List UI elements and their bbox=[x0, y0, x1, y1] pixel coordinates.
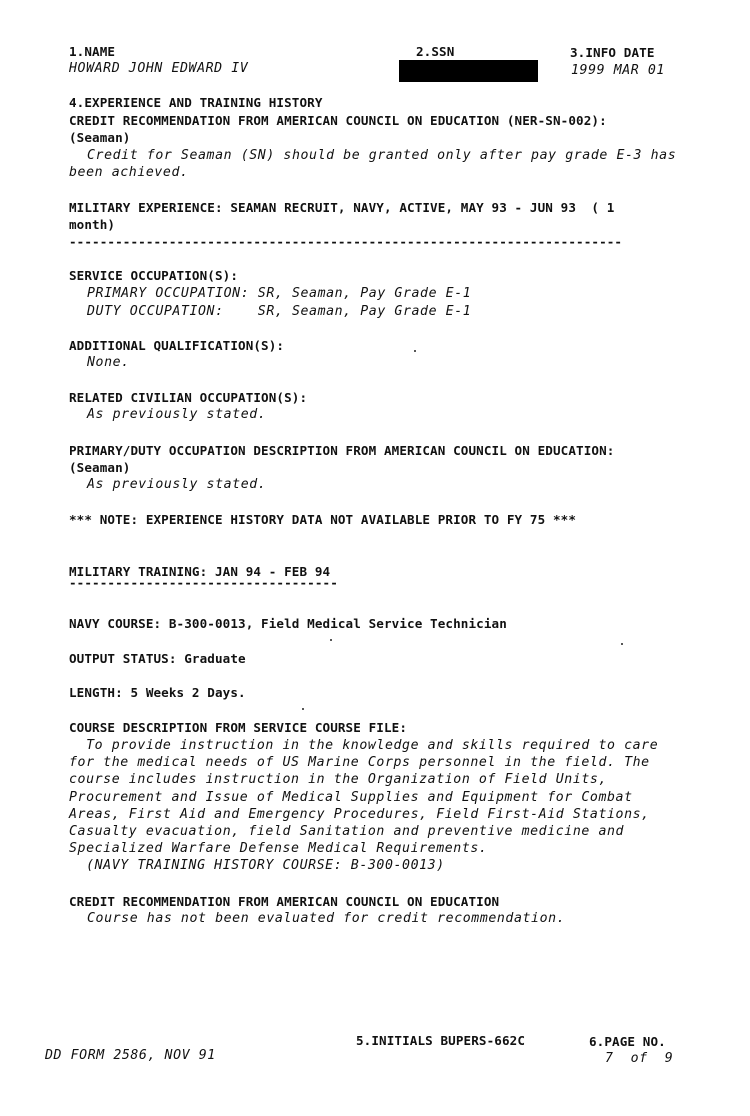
stray-dot-mark bbox=[621, 643, 623, 645]
military-experience-line2: month) bbox=[69, 217, 116, 232]
initials-label: 5.INITIALS BUPERS-662C bbox=[356, 1033, 526, 1048]
page-number-value: 7 of 9 bbox=[605, 1051, 674, 1066]
course-description-line: Specialized Warfare Defense Medical Requirements. bbox=[69, 841, 488, 856]
course-description-line: Procurement and Issue of Medical Supplies and Equipment for Combat bbox=[69, 790, 633, 805]
additional-qualifications-heading: ADDITIONAL QUALIFICATION(S): bbox=[69, 338, 285, 353]
course-length: LENGTH: 5 Weeks 2 Days. bbox=[69, 685, 246, 700]
name-label: 1.NAME bbox=[69, 44, 116, 59]
stray-dot-mark bbox=[302, 708, 304, 710]
credit-heading-line1: CREDIT RECOMMENDATION FROM AMERICAN COUNCIL ON EDUCATION (NER-SN-002): bbox=[69, 113, 607, 128]
info-date-label: 3.INFO DATE bbox=[570, 45, 655, 60]
course-description-heading: COURSE DESCRIPTION FROM SERVICE COURSE FILE: bbox=[69, 720, 408, 735]
page-number-label: 6.PAGE NO. bbox=[589, 1034, 666, 1049]
primary-occupation: PRIMARY OCCUPATION: SR, Seaman, Pay Grade E-1 bbox=[87, 286, 472, 301]
course-description-line: (NAVY TRAINING HISTORY COURSE: B-300-0013) bbox=[69, 858, 445, 873]
stray-dot-mark bbox=[330, 639, 332, 641]
section-heading: 4.EXPERIENCE AND TRAINING HISTORY bbox=[69, 95, 323, 110]
related-civilian-value: As previously stated. bbox=[87, 407, 267, 422]
stray-dot-mark bbox=[414, 350, 416, 352]
credit-heading-line2: (Seaman) bbox=[69, 130, 131, 145]
credit-text-line1: Credit for Seaman (SN) should be granted only after pay grade E-3 has bbox=[87, 148, 677, 163]
service-occupation-heading: SERVICE OCCUPATION(S): bbox=[69, 268, 239, 283]
credit-text-line2: been achieved. bbox=[69, 165, 189, 180]
form-identifier: DD FORM 2586, NOV 91 bbox=[45, 1048, 216, 1063]
course-description-line: Casualty evacuation, field Sanitation and preventive medicine and bbox=[69, 824, 625, 839]
ssn-redaction-block bbox=[399, 60, 538, 82]
military-training-heading: MILITARY TRAINING: JAN 94 - FEB 94 bbox=[69, 564, 331, 579]
experience-note: *** NOTE: EXPERIENCE HISTORY DATA NOT AVAILABLE PRIOR TO FY 75 *** bbox=[69, 512, 577, 527]
primary-duty-value: As previously stated. bbox=[87, 477, 267, 492]
course-credit-value: Course has not been evaluated for credit recommendation. bbox=[87, 911, 566, 926]
ssn-label: 2.SSN bbox=[416, 44, 455, 59]
separator-line: ------------------------------------------------------------------------ bbox=[69, 234, 623, 249]
course-description-line: course includes instruction in the Organization of Field Units, bbox=[69, 772, 607, 787]
info-date-value: 1999 MAR 01 bbox=[571, 63, 665, 78]
course-description-line: for the medical needs of US Marine Corps personnel in the field. The bbox=[69, 755, 650, 770]
name-value: HOWARD JOHN EDWARD IV bbox=[69, 61, 249, 76]
related-civilian-heading: RELATED CIVILIAN OCCUPATION(S): bbox=[69, 390, 308, 405]
duty-occupation: DUTY OCCUPATION: SR, Seaman, Pay Grade E-1 bbox=[87, 304, 472, 319]
military-experience-line1: MILITARY EXPERIENCE: SEAMAN RECRUIT, NAVY, ACTIVE, MAY 93 - JUN 93 ( 1 bbox=[69, 200, 615, 215]
output-status: OUTPUT STATUS: Graduate bbox=[69, 651, 246, 666]
primary-duty-heading-line2: (Seaman) bbox=[69, 460, 131, 475]
primary-duty-heading-line1: PRIMARY/DUTY OCCUPATION DESCRIPTION FROM AMERICAN COUNCIL ON EDUCATION: bbox=[69, 443, 615, 458]
course-description-line: Areas, First Aid and Emergency Procedures, Field First-Aid Stations, bbox=[69, 807, 650, 822]
training-separator-line: ----------------------------------- bbox=[69, 575, 338, 590]
navy-course: NAVY COURSE: B-300-0013, Field Medical Service Technician bbox=[69, 616, 507, 631]
course-description-line: To provide instruction in the knowledge and skills required to care bbox=[69, 738, 659, 753]
course-credit-heading: CREDIT RECOMMENDATION FROM AMERICAN COUNCIL ON EDUCATION bbox=[69, 894, 500, 909]
additional-qualifications-value: None. bbox=[87, 355, 130, 370]
